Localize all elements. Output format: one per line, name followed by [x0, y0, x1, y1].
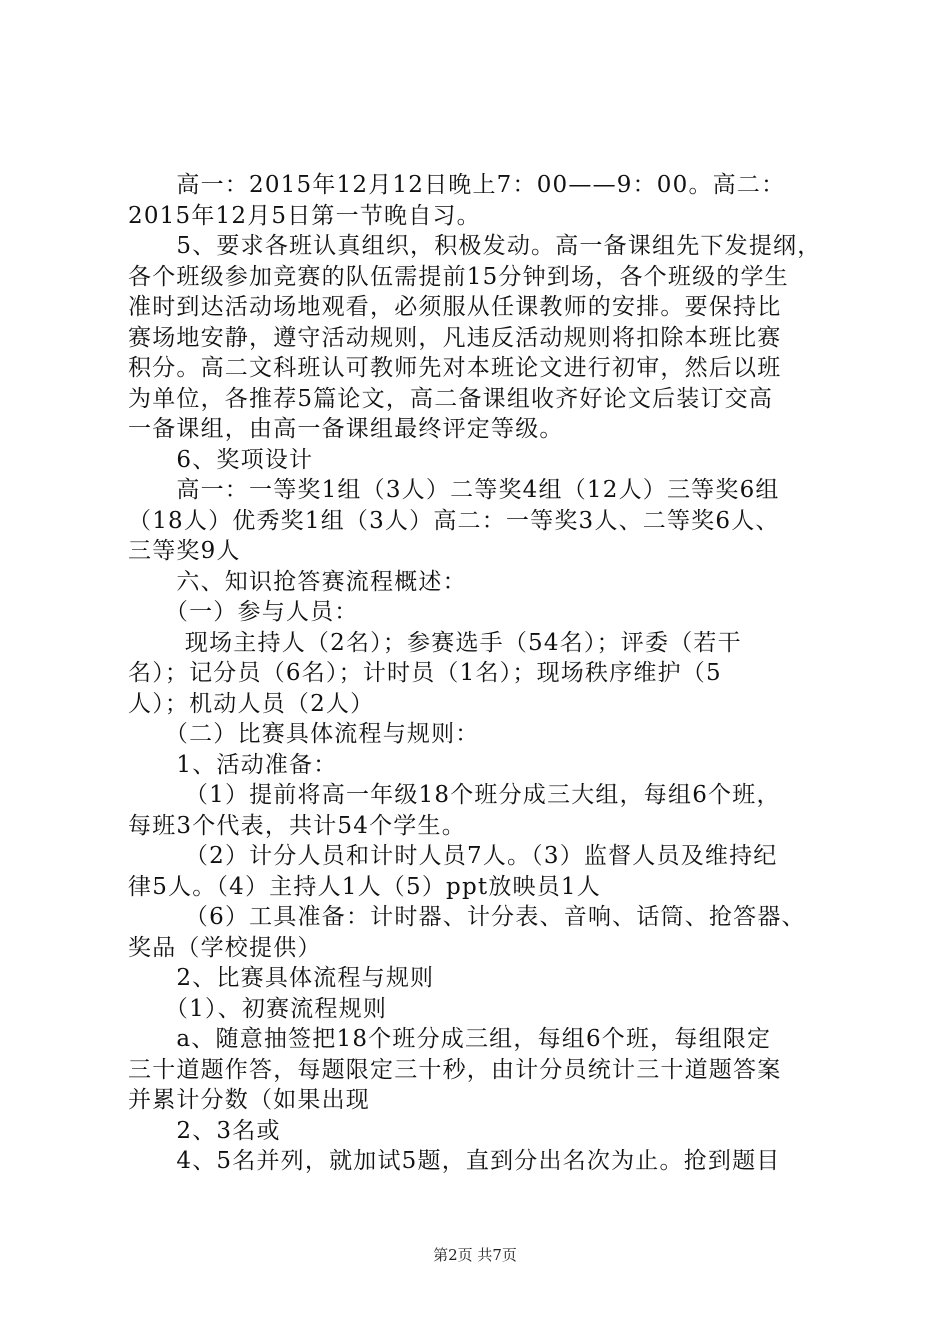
text-line: 准时到达活动场地观看，必须服从任课教师的安排。要保持比	[128, 294, 782, 320]
text-line: （二）比赛具体流程与规则：	[128, 721, 480, 747]
text-line: 赛场地安静，遵守活动规则，凡违反活动规则将扣除本班比赛	[128, 324, 782, 351]
text-line: 并累计分数（如果出现	[128, 1087, 370, 1113]
text-line: 6、奖项设计	[128, 446, 314, 473]
text-line: （一）参与人员：	[128, 599, 359, 625]
text-line: 5、要求各班认真组织，积极发动。高一备课组先下发提纲，	[128, 233, 822, 259]
text-line: 人）；机动人员（2人）	[128, 690, 375, 717]
text-line: 三等奖9人	[128, 538, 241, 564]
text-line: 六、知识抢答赛流程概述：	[128, 568, 467, 595]
text-line: 现场主持人（2名）；参赛选手（54名）；评委（若干	[128, 629, 742, 656]
text-line: 4、5名并列，就加试5题，直到分出名次为止。抢到题目	[128, 1148, 781, 1174]
text-line: 各个班级参加竞赛的队伍需提前15分钟到场，各个班级的学生	[128, 263, 789, 290]
text-line: 2015年12月5日第一节晚自习。	[128, 202, 481, 229]
text-line: 名）；记分员（6名）；计时员（1名）；现场秩序维护（5	[128, 660, 722, 686]
text-line: 律5人。（4）主持人1人（5）ppt放映员1人	[128, 873, 601, 900]
text-line: 高一：2015年12月12日晚上7：00——9：00。高二：	[128, 172, 786, 198]
text-line: （1）、初赛流程规则	[128, 995, 388, 1022]
text-line: 三十道题作答，每题限定三十秒，由计分员统计三十道题答案	[128, 1056, 782, 1083]
text-line: 一备课组，由高一备课组最终评定等级。	[128, 416, 564, 442]
text-line: （18人）优秀奖1组（3人）高二：一等奖3人、二等奖6人、	[128, 507, 780, 534]
page-footer: 第2页 共7页	[433, 1246, 517, 1264]
text-line: 1、活动准备：	[128, 751, 338, 778]
text-line: 为单位，各推荐5篇论文，高二备课组收齐好论文后装订交高	[128, 385, 774, 412]
text-line: 2、3名或	[128, 1117, 281, 1144]
text-line: 2、比赛具体流程与规则	[128, 965, 435, 991]
text-line: 每班3个代表，共计54个学生。	[128, 812, 466, 839]
text-line: a、随意抽签把18个班分成三组，每组6个班，每组限定	[128, 1026, 772, 1052]
text-line: 奖品（学校提供）	[128, 934, 322, 961]
text-line: （6）工具准备：计时器、计分表、音响、话筒、抢答器、	[128, 904, 806, 930]
text-line: （2）计分人员和计时人员7人。（3）监督人员及维持纪	[128, 843, 778, 869]
text-line: 高一：一等奖1组（3人）二等奖4组（12人）三等奖6组	[128, 477, 780, 503]
text-line: 积分。高二文科班认可教师先对本班论文进行初审，然后以班	[128, 355, 782, 381]
body-text	[128, 170, 848, 1177]
text-line: （1）提前将高一年级18个班分成三大组，每组6个班，	[128, 782, 781, 808]
